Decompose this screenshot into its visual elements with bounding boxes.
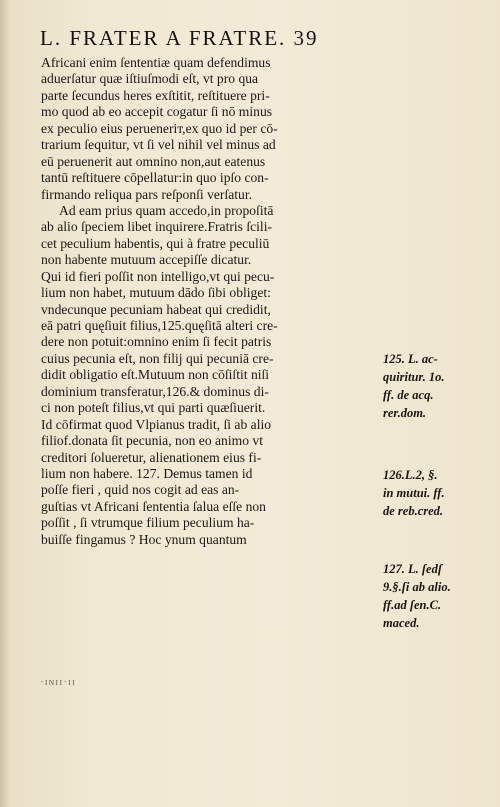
margin-note-line: 125. L. ac- [383,352,438,366]
text-line: non habente mutuum accepiſſe dicatur. [41,252,252,268]
margin-note-line: ff. de acq. [383,388,434,402]
text-line: eū peruenerit aut omnino non,aut eatenus [41,153,266,169]
text-line: firmando reliqua pars reſponſi verſatur. [41,186,253,202]
margin-note-126 [383,466,493,520]
text-line: parte ſecundus heres exſtitit, reſtituere pri- [41,87,270,103]
text-line: vndecunque pecuniam habeat qui credidit, [41,301,271,317]
text-line: aduerſatur quæ iſtiuſmodi eſt, vt pro qua [41,71,259,87]
margin-note-line: 127. L. ſedſ [383,562,443,576]
text-line: buiſſe fingamus ? Hoc ynum quantum [41,531,247,547]
text-line: didit obligatio eſt.Mutuum non cōſiſtit niſi [41,367,270,383]
text-line: Africani enim ſententiæ quam defendimus [41,55,271,70]
margin-note-line: 9.§.ſi ab alio. [383,580,451,594]
margin-note-line: maced. [383,616,420,630]
text-line: ab alio ſpeciem libet inquirere.Fratris ſcili- [41,219,273,235]
text-line: Id cōfirmat quod Vlpianus tradit, ſi ab alio [41,416,272,432]
margin-note-line: in mutui. ff. [383,486,445,500]
margin-note-line: rer.dom. [383,406,427,420]
running-head: L. FRATER A FRATRE. 39 [40,26,319,50]
text-line: guſtias vt Africani ſententia ſalua eſſe non [41,498,266,514]
text-line: cuius pecunia eſt, non filij qui pecuniā cre- [41,350,274,366]
text-line: lium non habet, mutuum dādo ſibi obliget: [41,285,271,301]
text-line: Ad eam prius quam accedo,in propoſitā [59,202,274,218]
text-line: lium non habere. 127. Demus tamen id [41,465,253,481]
text-line: eā patri quęſiuit filius,125.quęſitā alteri cre- [41,318,278,333]
text-line: poſſit , ſi vtrumque filium peculium ha- [41,515,255,531]
text-line: dominium transferatur,126.& dominus di- [41,383,269,399]
text-line: Qui id fieri poſſit non intelligo,vt qui pecu- [41,268,275,284]
text-line: mo quod ab eo accepit cogatur ſi nō minus [41,104,273,120]
margin-note-line: de reb.cred. [383,504,444,518]
text-line: dere non potuit:omnino enim ſi fecit patris [41,334,272,350]
margin-note-127 [383,560,493,632]
text-line: cet peculium habentis, qui à fratre peculiū [41,235,270,251]
text-line: filiof.donata ſit pecunia, non eo animo vt [41,433,263,449]
text-line: poſſe fieri , quid nos cogit ad eas an- [41,482,240,498]
main-text [41,55,373,548]
text-line: tantū reſtituere cōpellatur:in quo ipſo con- [41,170,269,186]
margin-note-125 [383,350,493,422]
signature-mark: ·ɪɴɪɪ·ɪɪ [40,676,77,688]
margin-note-line: ff.ad ſen.C. [383,598,442,612]
text-line: trarium ſequitur, vt ſi vel nihil vel minus ad [41,137,276,153]
gutter-shadow [0,0,10,807]
text-line: creditori ſolueretur, alienationem eius fi- [41,449,262,465]
text-line: ci non poteſt filius,vt qui parti quæſiuerit. [41,400,266,416]
text-line: ex peculio eius perueneriт,ex quo id per cō- [41,120,278,136]
margin-note-line: quiritur. 1o. [383,370,445,384]
margin-note-line: 126.L.2, §. [383,468,438,482]
